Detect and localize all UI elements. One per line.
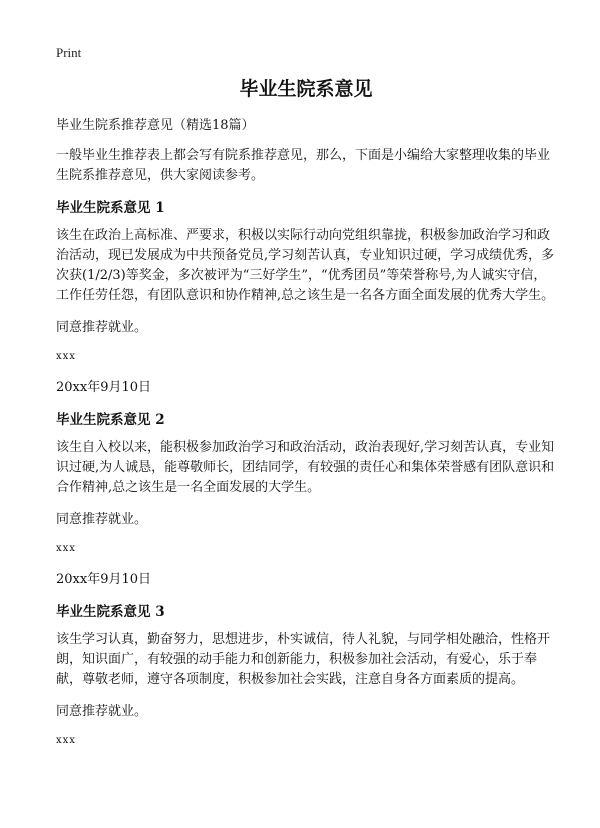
- page-title: 毕业生院系意见: [239, 78, 373, 100]
- document-page: [56, 44, 556, 762]
- recommend-line: 同意推荐就业。: [56, 512, 148, 527]
- print-link[interactable]: Print: [56, 45, 82, 60]
- recommend-line: 同意推荐就业。: [56, 704, 148, 719]
- intro-paragraph: 一般毕业生推荐表上都会写有院系推荐意见，那么，下面是小编给大家整理收集的毕业生院系推荐意见，供大家阅读参考。: [56, 148, 551, 183]
- section-heading: 毕业生院系意见 2: [56, 412, 165, 428]
- signature: xxx: [56, 351, 76, 362]
- section-heading: 毕业生院系意见 1: [56, 200, 165, 216]
- article-subtitle: 毕业生院系推荐意见（精选18篇）: [56, 118, 255, 133]
- section-paragraph: 该生在政治上高标准、严要求，积极以实际行动向党组织靠拢，积极参加政治学习和政治活动，现已发展成为中共预备党员,学习刻苦认真，专业知识过硬，学习成绩优秀，多次获(1/2/3)等奖金，多次被评为“三好学生”，“优秀团员”等荣誉称号,为人诚实守信，工作任劳任怨，有团队意识和协作精神,总之该生是一名各方面全面发展的优秀大学生。: [56, 228, 555, 303]
- section-1: [56, 198, 556, 398]
- section-paragraph: 该生自入校以来，能积极参加政治学习和政治活动，政治表现好,学习刻苦认真，专业知识过硬,为人诚恳，能尊敬师长，团结同学，有较强的责任心和集体荣誉感有团队意识和合作精神,总之该生是一名全面发展的大学生。: [56, 440, 555, 495]
- date-line: 20xx年9月10日: [56, 380, 152, 395]
- recommend-line: 同意推荐就业。: [56, 320, 148, 335]
- section-heading: 毕业生院系意见 3: [56, 604, 165, 620]
- date-line: 20xx年9月10日: [56, 572, 152, 587]
- signature: xxx: [56, 543, 76, 554]
- signature: xxx: [56, 735, 76, 746]
- section-3: [56, 602, 556, 748]
- section-2: [56, 410, 556, 590]
- section-paragraph: 该生学习认真，勤奋努力，思想进步，朴实诚信，待人礼貌，与同学相处融洽，性格开朗，知识面广，有较强的动手能力和创新能力，积极参加社会活动，有爱心，乐于奉献，尊敬老师，遵守各项制度，积极参加社会实践，注意自身各方面素质的提高。: [56, 632, 551, 687]
